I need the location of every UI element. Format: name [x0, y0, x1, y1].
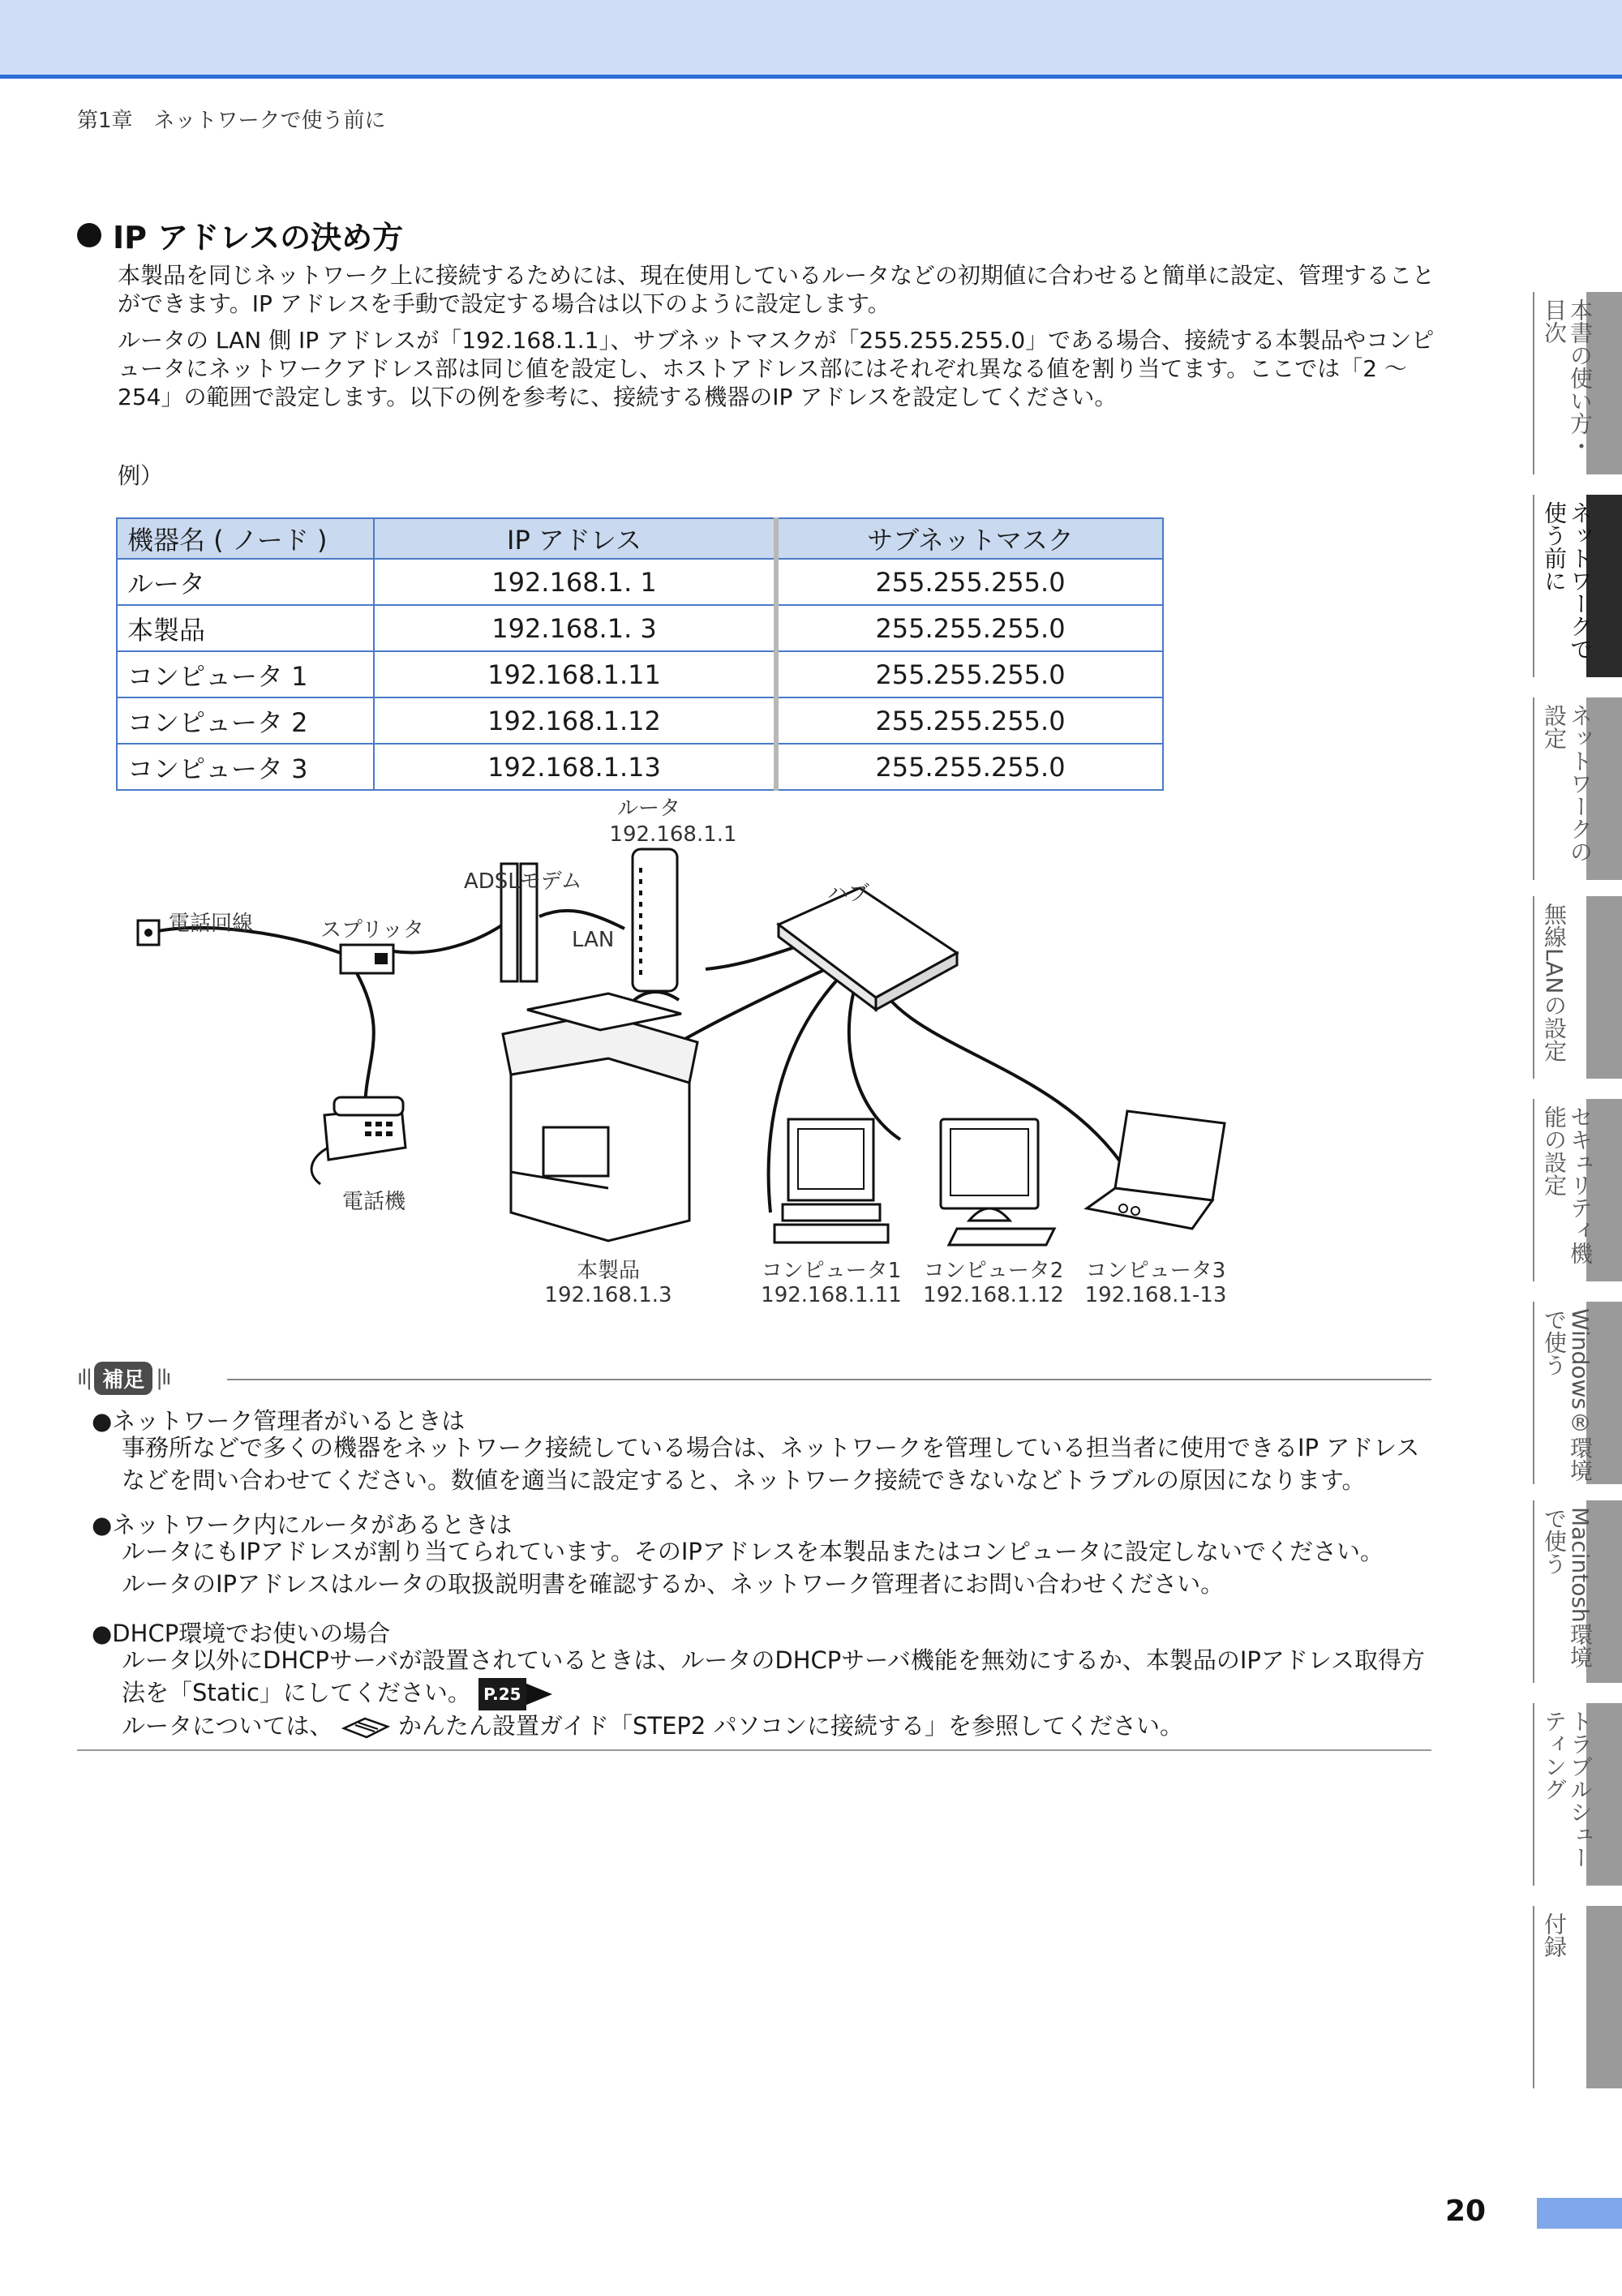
hub-label: ハブ: [827, 882, 870, 906]
column-header: 機器名 ( ノード ): [117, 518, 374, 559]
modem-label: ADSLモデム: [464, 869, 582, 894]
tab-wireless-lan[interactable]: [1533, 896, 1622, 1079]
table-cell: 192.168.1. 3: [374, 605, 776, 651]
tab-label: 本書の使い方・目次: [1541, 298, 1594, 457]
splitter-label: スプリッタ: [320, 918, 424, 942]
tab-how-to-use[interactable]: [1533, 292, 1622, 474]
note-body: [122, 1644, 1431, 1710]
tab-label: Windows®環境で使う: [1541, 1308, 1594, 1482]
mfp-printer-icon: [503, 994, 697, 1241]
router-name: ルータ: [616, 796, 681, 821]
intro-paragraph-1: 本製品を同じネットワーク上に接続するためには、現在使用しているルータなどの初期値に合わせると簡単に設定、管理することができます。IP アドレスを手動で設定する場合は以下のように設定します。: [118, 262, 1435, 317]
supplement-badge: [77, 1363, 169, 1393]
table-row: [117, 605, 1163, 651]
table-cell: ルータ: [117, 559, 374, 605]
pc3-ip: 192.168.1-13: [1084, 1283, 1227, 1307]
table-cell: 255.255.255.0: [776, 651, 1163, 697]
page-reference-link[interactable]: P.25: [478, 1678, 526, 1710]
note-heading: ●DHCP環境でお使いの場合: [92, 1620, 391, 1647]
router-icon: [633, 849, 679, 1000]
table-cell: 192.168.1.12: [374, 697, 776, 744]
tab-troubleshooting[interactable]: [1533, 1703, 1622, 1886]
pc1-icon: [775, 1119, 888, 1242]
table-cell: 192.168.1.11: [374, 651, 776, 697]
tab-label: 付録: [1541, 1912, 1568, 1958]
note-text: ルータについては、: [122, 1712, 333, 1740]
tab-label: セキュリティ機能の設定: [1541, 1105, 1594, 1264]
tab-security[interactable]: [1533, 1099, 1622, 1281]
tab-label: 無線LANの設定: [1541, 903, 1568, 1062]
supplement-header: [77, 1363, 1431, 1395]
table-row: [117, 559, 1163, 605]
modem-to-router-cable: [539, 911, 624, 929]
note-heading: ●ネットワーク内にルータがあるときは: [92, 1511, 513, 1539]
lan-label: LAN: [572, 928, 615, 952]
phone-line-label: 電話回線: [169, 912, 254, 936]
tab-macintosh[interactable]: [1533, 1500, 1622, 1683]
table-row: [117, 697, 1163, 744]
signal-bars-icon: |lı: [156, 1366, 170, 1390]
section-heading: [77, 212, 403, 257]
note-heading: ●ネットワーク管理者がいるときは: [92, 1407, 466, 1435]
table-cell: 本製品: [117, 605, 374, 651]
table-cell: 192.168.1.13: [374, 744, 776, 790]
supplement-label: 補足: [94, 1362, 152, 1395]
table-cell: 255.255.255.0: [776, 559, 1163, 605]
note-text: ルータ以外にDHCPサーバが設置されているときは、ルータのDHCPサーバ機能を無効にするか、本製品のIPアドレス取得方法を「Static」にしてください。: [122, 1646, 1426, 1706]
book-icon: [341, 1715, 391, 1740]
table-cell: コンピュータ 2: [117, 697, 374, 744]
section-bottom-divider: [77, 1749, 1431, 1751]
bullet-icon: [77, 223, 101, 247]
table-cell: 255.255.255.0: [776, 697, 1163, 744]
signal-bars-icon: ıl|: [77, 1366, 92, 1390]
table-row: [117, 651, 1163, 697]
intro-paragraph-2: ルータの LAN 側 IP アドレスが「192.168.1.1」、サブネットマスクが「255.255.255.0」である場合、接続する本製品やコンピュータにネットワークアドレス部は同じ値を設定し、ホストアドレス部にはそれぞれ異なる値を割り当てます。ここでは「2 ～254」の範囲で設定します。以下の例を参考に、接続する機器のIP アドレスを設定してください。: [118, 327, 1435, 410]
table-cell: 255.255.255.0: [776, 744, 1163, 790]
table-cell: 192.168.1. 1: [374, 559, 776, 605]
table-row: [117, 744, 1163, 790]
ip-address-table: [116, 517, 1164, 791]
tab-label: ネットワークの設定: [1541, 704, 1594, 863]
note-body: [122, 1710, 1431, 1742]
column-header: IP アドレス: [374, 518, 776, 559]
router-ip: 192.168.1.1: [609, 822, 737, 847]
product-ip: 192.168.1.3: [544, 1283, 672, 1307]
pc1-ip: 192.168.1.11: [761, 1283, 902, 1307]
section-title-text: IP アドレスの決め方: [113, 220, 404, 255]
tab-before-network-use[interactable]: [1533, 495, 1622, 677]
supplement-divider: [227, 1379, 1431, 1380]
tab-label: Macintosh環境で使う: [1541, 1507, 1594, 1668]
hub-icon: [779, 888, 957, 1010]
note-text: かんたん設置ガイド「STEP2 パソコンに接続する」を参照してください。: [397, 1712, 1184, 1740]
pc2-name: コンピュータ2: [923, 1259, 1064, 1283]
telephone-icon: [311, 1097, 406, 1184]
tab-windows[interactable]: [1533, 1302, 1622, 1484]
telephone-label: 電話機: [342, 1190, 406, 1214]
pc2-ip: 192.168.1.12: [923, 1283, 1064, 1307]
wall-jack-icon: [138, 921, 159, 945]
pc3-name: コンピュータ3: [1085, 1259, 1226, 1283]
header-band: [0, 0, 1622, 79]
page-number-block: [1537, 2198, 1622, 2229]
product-name: 本製品: [576, 1259, 641, 1283]
note-body: 事務所などで多くの機器をネットワーク接続している場合は、ネットワークを管理している担当者に使用できるIP アドレスなどを問い合わせてください。数値を適当に設定すると、ネットワーク接続できないなどトラブルの原因になります。: [122, 1434, 1420, 1494]
arrow-icon: [525, 1683, 552, 1706]
tab-label: トラブルシューティング: [1541, 1710, 1594, 1869]
tab-network-settings[interactable]: [1533, 697, 1622, 880]
splitter-to-phone-cable: [357, 973, 374, 1111]
table-cell: コンピュータ 1: [117, 651, 374, 697]
table-header-row: [117, 518, 1163, 559]
table-cell: コンピュータ 3: [117, 744, 374, 790]
page-number: 20: [1445, 2195, 1487, 2228]
pc1-name: コンピュータ1: [761, 1259, 902, 1283]
laptop-icon: [1087, 1111, 1225, 1229]
splitter-icon: [341, 945, 393, 973]
chapter-title: 第1章 ネットワークで使う前に: [77, 109, 386, 133]
table-cell: 255.255.255.0: [776, 605, 1163, 651]
note-body: ルータのIPアドレスはルータの取扱説明書を確認するか、ネットワーク管理者にお問い合わせください。: [122, 1570, 1225, 1598]
network-diagram: [122, 791, 1273, 1318]
column-header: サブネットマスク: [776, 518, 1163, 559]
note-body: ルータにもIPアドレスが割り当てられています。そのIPアドレスを本製品またはコンピュータに設定しないでください。: [122, 1538, 1384, 1565]
tab-appendix[interactable]: [1533, 1906, 1622, 2088]
tab-label: ネットワークで使う前に: [1541, 501, 1594, 660]
pc2-icon: [941, 1119, 1054, 1245]
example-label: 例）: [118, 462, 164, 489]
